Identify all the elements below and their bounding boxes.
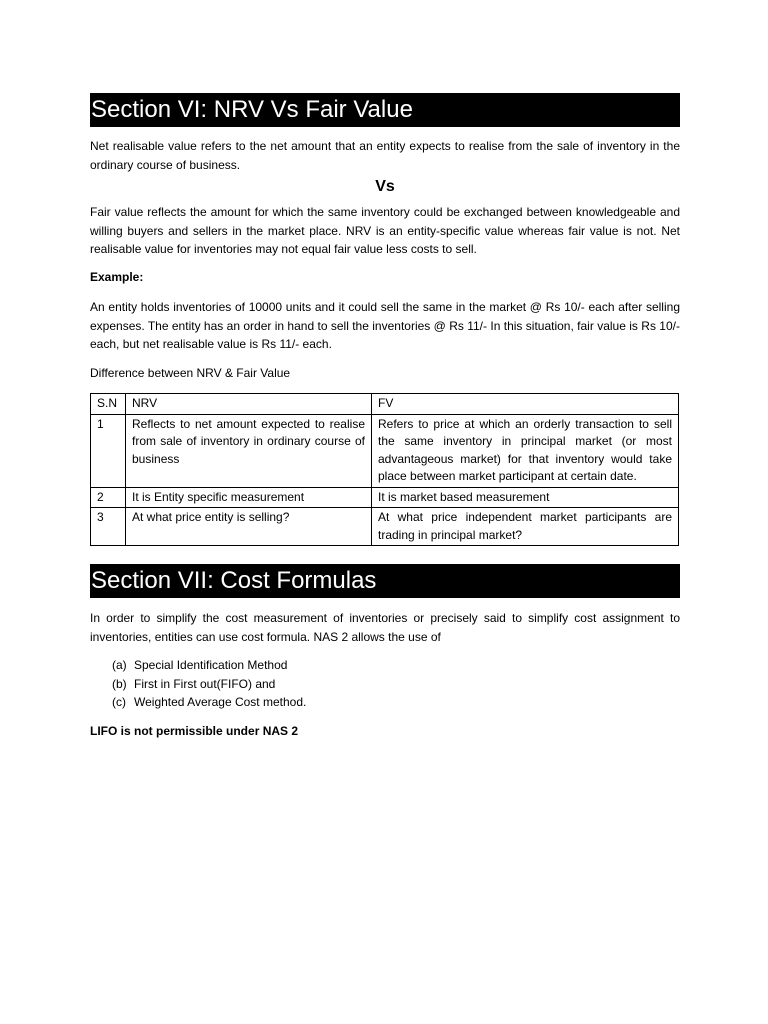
lifo-note: LIFO is not permissible under NAS 2 xyxy=(90,724,299,738)
list-marker: (a) xyxy=(112,658,127,672)
section-vii-title: Section VII: Cost Formulas xyxy=(91,567,377,594)
table-caption: Difference between NRV & Fair Value xyxy=(90,366,291,380)
list-item xyxy=(90,693,306,712)
header-nrv: NRV xyxy=(126,394,372,415)
nrv-vs-fv-table xyxy=(90,393,679,546)
cost-formula-intro: In order to simplify the cost measurement of inventories or precisely said to simplify cost assignment to inventories, entities can use cost formula. NAS 2 allows the use of xyxy=(90,611,680,644)
example-heading: Example: xyxy=(90,270,144,284)
header-fv: FV xyxy=(372,394,679,415)
cost-methods-list xyxy=(90,656,306,712)
vs-label: Vs xyxy=(375,178,395,195)
cell-nrv: Reflects to net amount expected to realise from sale of inventory in ordinary course of business xyxy=(126,414,372,487)
cell-sn: 2 xyxy=(91,487,126,508)
list-item xyxy=(90,656,306,675)
fair-value-definition: Fair value reflects the amount for which the same inventory could be exchanged between knowledgeable and willing buyers and sellers in the market place. NRV is an entity-specific value whereas fair value is not. Net realisable value for inventories may not equal fair value less costs to sell. xyxy=(90,205,680,256)
section-vi-heading xyxy=(90,93,680,127)
section-vi-title: Section VI: NRV Vs Fair Value xyxy=(91,96,413,123)
list-text: First in First out(FIFO) and xyxy=(134,676,276,691)
list-text: Weighted Average Cost method. xyxy=(134,695,307,709)
header-sn: S.N xyxy=(91,394,126,415)
cell-sn: 1 xyxy=(91,414,126,487)
list-marker: (b) xyxy=(112,676,127,691)
table-header-row xyxy=(91,394,679,415)
table-row xyxy=(91,414,679,487)
list-text: Special Identification Method xyxy=(134,658,288,672)
table-row xyxy=(91,487,679,508)
list-item xyxy=(90,675,306,694)
table-row xyxy=(91,508,679,546)
cell-nrv: It is Entity specific measurement xyxy=(126,487,372,508)
example-text: An entity holds inventories of 10000 units and it could sell the same in the market @ Rs 10/- each after selling expenses. The entity has an order in hand to sell the inventories @ Rs 11/- In this situation, fair value is Rs 10/- each, but net realisable value is Rs 11/- each. xyxy=(90,300,680,351)
cell-fv: At what price independent market participants are trading in principal market? xyxy=(372,508,679,546)
section-vii-heading xyxy=(90,564,680,598)
nrv-definition: Net realisable value refers to the net amount that an entity expects to realise from the sale of inventory in the ordinary course of business. xyxy=(90,139,680,172)
cell-nrv: At what price entity is selling? xyxy=(126,508,372,546)
cell-fv: Refers to price at which an orderly transaction to sell the same inventory in principal market (or most advantageous market) for that inventory would take place between market participant at certain date. xyxy=(372,414,679,487)
cell-sn: 3 xyxy=(91,508,126,546)
cell-fv: It is market based measurement xyxy=(372,487,679,508)
list-marker: (c) xyxy=(112,695,126,709)
